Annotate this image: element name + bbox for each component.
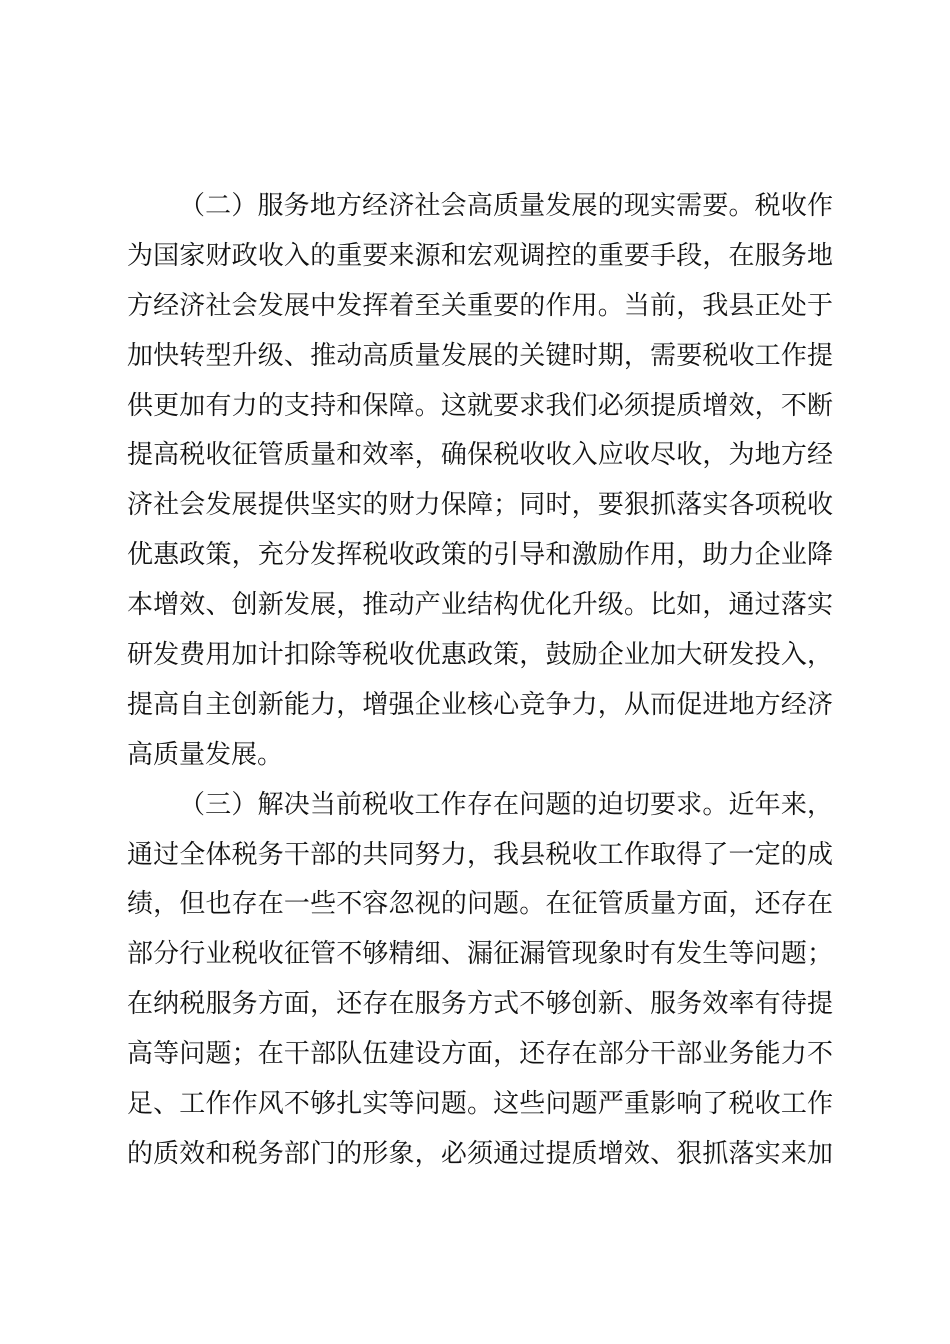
paragraph-line: 提高税收征管质量和效率，确保税收收入应收尽收，为地方经: [127, 440, 833, 471]
paragraph-line: 高质量发展。: [127, 739, 284, 770]
paragraph-line: 优惠政策，充分发挥税收政策的引导和激励作用，助力企业降: [127, 540, 833, 571]
paragraph-line: 济社会发展提供坚实的财力保障；同时，要狠抓落实各项税收: [127, 490, 833, 521]
paragraph-line: 在纳税服务方面，还存在服务方式不够创新、服务效率有待提: [127, 989, 833, 1020]
paragraph-line: 部分行业税收征管不够精细、漏征漏管现象时有发生等问题；: [127, 939, 833, 970]
paragraph-line: 足、工作作风不够扎实等问题。这些问题严重影响了税收工作: [127, 1089, 833, 1120]
paragraph-line: 方经济社会发展中发挥着至关重要的作用。当前，我县正处于: [127, 290, 833, 321]
paragraph-line: （二）服务地方经济社会高质量发展的现实需要。税收作: [179, 191, 833, 221]
paragraph-section-3: [127, 781, 833, 1180]
paragraph-line: 本增效、创新发展，推动产业结构优化升级。比如，通过落实: [127, 590, 833, 621]
paragraph-line: 提高自主创新能力，增强企业核心竞争力，从而促进地方经济: [127, 689, 833, 720]
paragraph-line: （三）解决当前税收工作存在问题的迫切要求。近年来，: [179, 789, 833, 820]
paragraph-line: 研发费用加计扣除等税收优惠政策，鼓励企业加大研发投入，: [127, 640, 833, 671]
paragraph-line: 供更加有力的支持和保障。这就要求我们必须提质增效，不断: [127, 390, 833, 421]
paragraph-line: 为国家财政收入的重要来源和宏观调控的重要手段，在服务地: [127, 240, 833, 271]
paragraph-line: 通过全体税务干部的共同努力，我县税收工作取得了一定的成: [127, 839, 833, 870]
paragraph-line: 高等问题；在干部队伍建设方面，还存在部分干部业务能力不: [127, 1039, 833, 1070]
paragraph-line: 的质效和税务部门的形象，必须通过提质增效、狠抓落实来加: [127, 1138, 833, 1169]
paragraph-line: 绩，但也存在一些不容忽视的问题。在征管质量方面，还存在: [127, 889, 833, 920]
document-body: [127, 182, 833, 1180]
paragraph-line: 加快转型升级、推动高质量发展的关键时期，需要税收工作提: [127, 340, 833, 371]
paragraph-section-2: [127, 182, 833, 781]
